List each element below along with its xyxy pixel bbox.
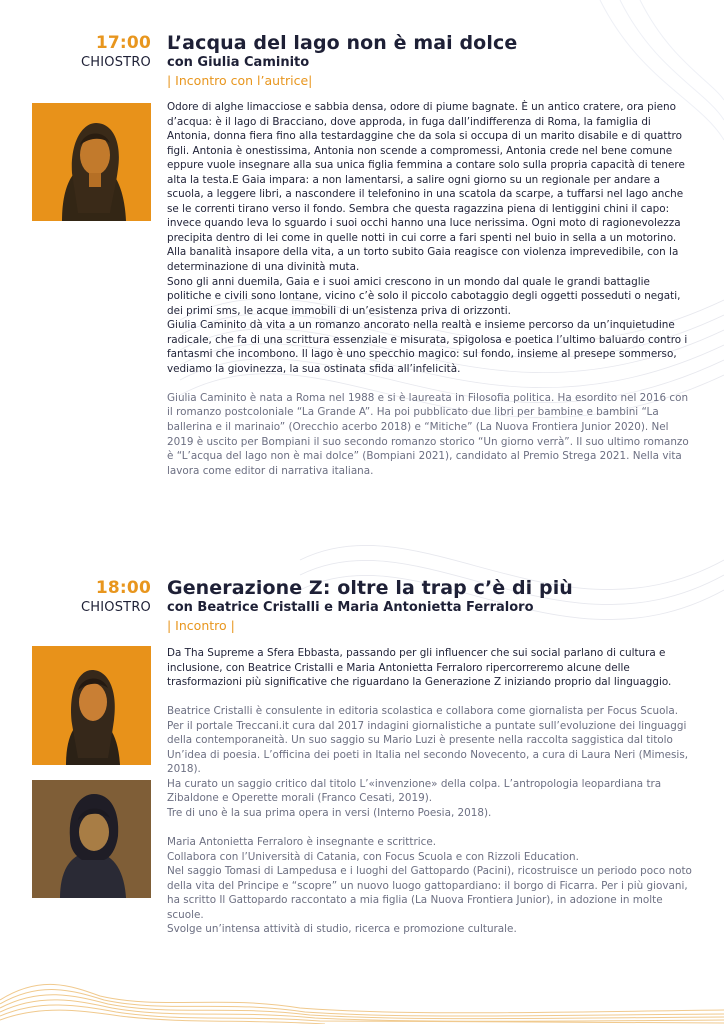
event-type-label: | Incontro con l’autrice| [167, 73, 313, 88]
event-title: L’acqua del lago non è mai dolce [167, 32, 518, 54]
author-bio: Giulia Caminito è nata a Roma nel 1988 e si è laureata in Filosofia politica. Ha esordito nel 2016 con il romanzo postcoloniale “La Grande A”. Ha poi pubblicato due libri per bambine e bambini “La ballerina e il marinaio” (Orecchio acerbo 2018) e “Mitiche” (La Nuova Frontiera Junior 2020). Nel 2019 è uscito per Bompiani il suo secondo romanzo storico “Un giorno verrà”. Il suo ultimo romanzo è “L’acqua del lago non è mai dolce” (Bompiani 2021), candidato al Premio Strega 2021. Nella vita lavora come editor di narrativa italiana. [167, 391, 689, 477]
bio-paragraph: Svolge un’intensa attività di studio, ricerca e promozione culturale. [167, 923, 517, 936]
portrait-photo [32, 103, 151, 221]
bio-paragraph: Nel saggio Tomasi di Lampedusa e i luoghi del Gattopardo (Pacini), ricostruisce un periodo poco noto della vita del Principe e “scopre” un nuovo luogo gattopardiano: il borgo di Ficarra. Per i più giovani, ha scritto Il Gattopardo raccontato a mia figlia (La Nuova Frontiera Junior), in adozione in molte scuole. [167, 865, 692, 921]
event-intro: Da Tha Supreme a Sfera Ebbasta, passando per gli influencer che sui social parlano di cultura e inclusione, con Beatrice Cristalli e Maria Antonietta Ferraloro ripercorreremo alcune delle trasformazioni più significative che riguardano la Generazione Z iniziando proprio dal linguaggio. [167, 647, 672, 689]
description-paragraph: Odore di alghe limacciose e sabbia densa, odore di piume bagnate. È un antico cratere, ora pieno d’acqua: è il lago di Bracciano, dove approda, in fuga dall’indifferenza di Roma, la famiglia di Antonia, donna fiera fino alla testardaggine che da sola si occupa di un marito disabile e di quattro figli. Antonia è onestissima, Antonia non scende a compromessi, Antonia crede nel bene comune eppure vuole insegnare alla sua unica figlia femmina a contare solo sulla propria capacità di tenere alta la testa.E Gaia impara: a non lamentarsi, a salire ogni giorno su un regionale per andare a scuola, a leggere libri, a nascondere il telefonino in una scatola da scarpe, a tuffarsi nel lago anche se le correnti tirano verso il fondo. Sembra che questa ragazzina piena di lentiggini chini il capo: invece quando leva lo sguardo i suoi occhi hanno una luce nerissima. Ogni moto di ragionevolezza precipita dentro di lei come in quelle notti in cui corre a fari spenti nel buio in sella a un motorino. Alla banalità insapore della vita, a un torto subito Gaia reagisce con violenza imprevedibile, con la determinazione di una divinità muta. [167, 101, 685, 274]
event-type-label: | Incontro | [167, 618, 235, 633]
event-location: CHIOSTRO [81, 600, 151, 615]
bio-paragraph: Beatrice Cristalli è consulente in editoria scolastica e collabora come giornalista per Focus Scuola. Per il portale Treccani.it cura dal 2017 indagini giornalistiche a puntate sull’evoluzione dei linguaggi della contemporaneità. Un suo saggio su Mario Luzi è presente nella raccolta saggistica dal titolo Un’idea di poesia. L’officina dei poeti in Italia nel secondo Novecento, a cura di Laura Neri (Mimesis, 2018). [167, 705, 689, 776]
description-paragraph: Sono gli anni duemila, Gaia e i suoi amici crescono in un mondo dal quale le grandi battaglie politiche e civili sono lontane, vicino c’è solo il piccolo cabotaggio degli oggetti posseduti o negati, dei primi sms, le acque immobili di un’esistenza priva di orizzonti. [167, 275, 681, 317]
portrait-photo-beatrice [32, 646, 151, 765]
event-time: 18:00 [95, 578, 151, 598]
bio-paragraph: Collabora con l’Università di Catania, con Focus Scuola e con Rizzoli Education. [167, 850, 579, 863]
event-guests: con Beatrice Cristalli e Maria Antonietta Ferraloro [167, 600, 534, 615]
event-time: 17:00 [95, 33, 151, 53]
description-paragraph: Giulia Caminito dà vita a un romanzo ancorato nella realtà e insieme percorso da un’inquietudine radicale, che fa di una scrittura essenziale e misurata, spigolosa e poetica l’ultimo baluardo contro i fantasmi che incombono. Il lago è uno specchio magico: sul fondo, insieme al presepe sommerso, vediamo la giovinezza, la sua ostinata sfida all’infelicità. [167, 319, 688, 375]
event-title: Generazione Z: oltre la trap c’è di più [167, 577, 573, 599]
event-guests: con Giulia Caminito [167, 55, 310, 70]
event-location: CHIOSTRO [81, 55, 151, 70]
bio-paragraph: Maria Antonietta Ferraloro è insegnante e scrittrice. [167, 836, 437, 849]
bio-paragraph: Ha curato un saggio critico dal titolo L’«invenzione» della colpa. L’antropologia leopardiana tra Zibaldone e Operette morali (Franco Cesati, 2019). [167, 777, 662, 805]
bio-paragraph: Tre di uno è la sua prima opera in versi (Interno Poesia, 2018). [167, 806, 492, 819]
event-description [167, 100, 692, 478]
event-description [167, 646, 692, 937]
portrait-photo-maria [32, 780, 151, 898]
